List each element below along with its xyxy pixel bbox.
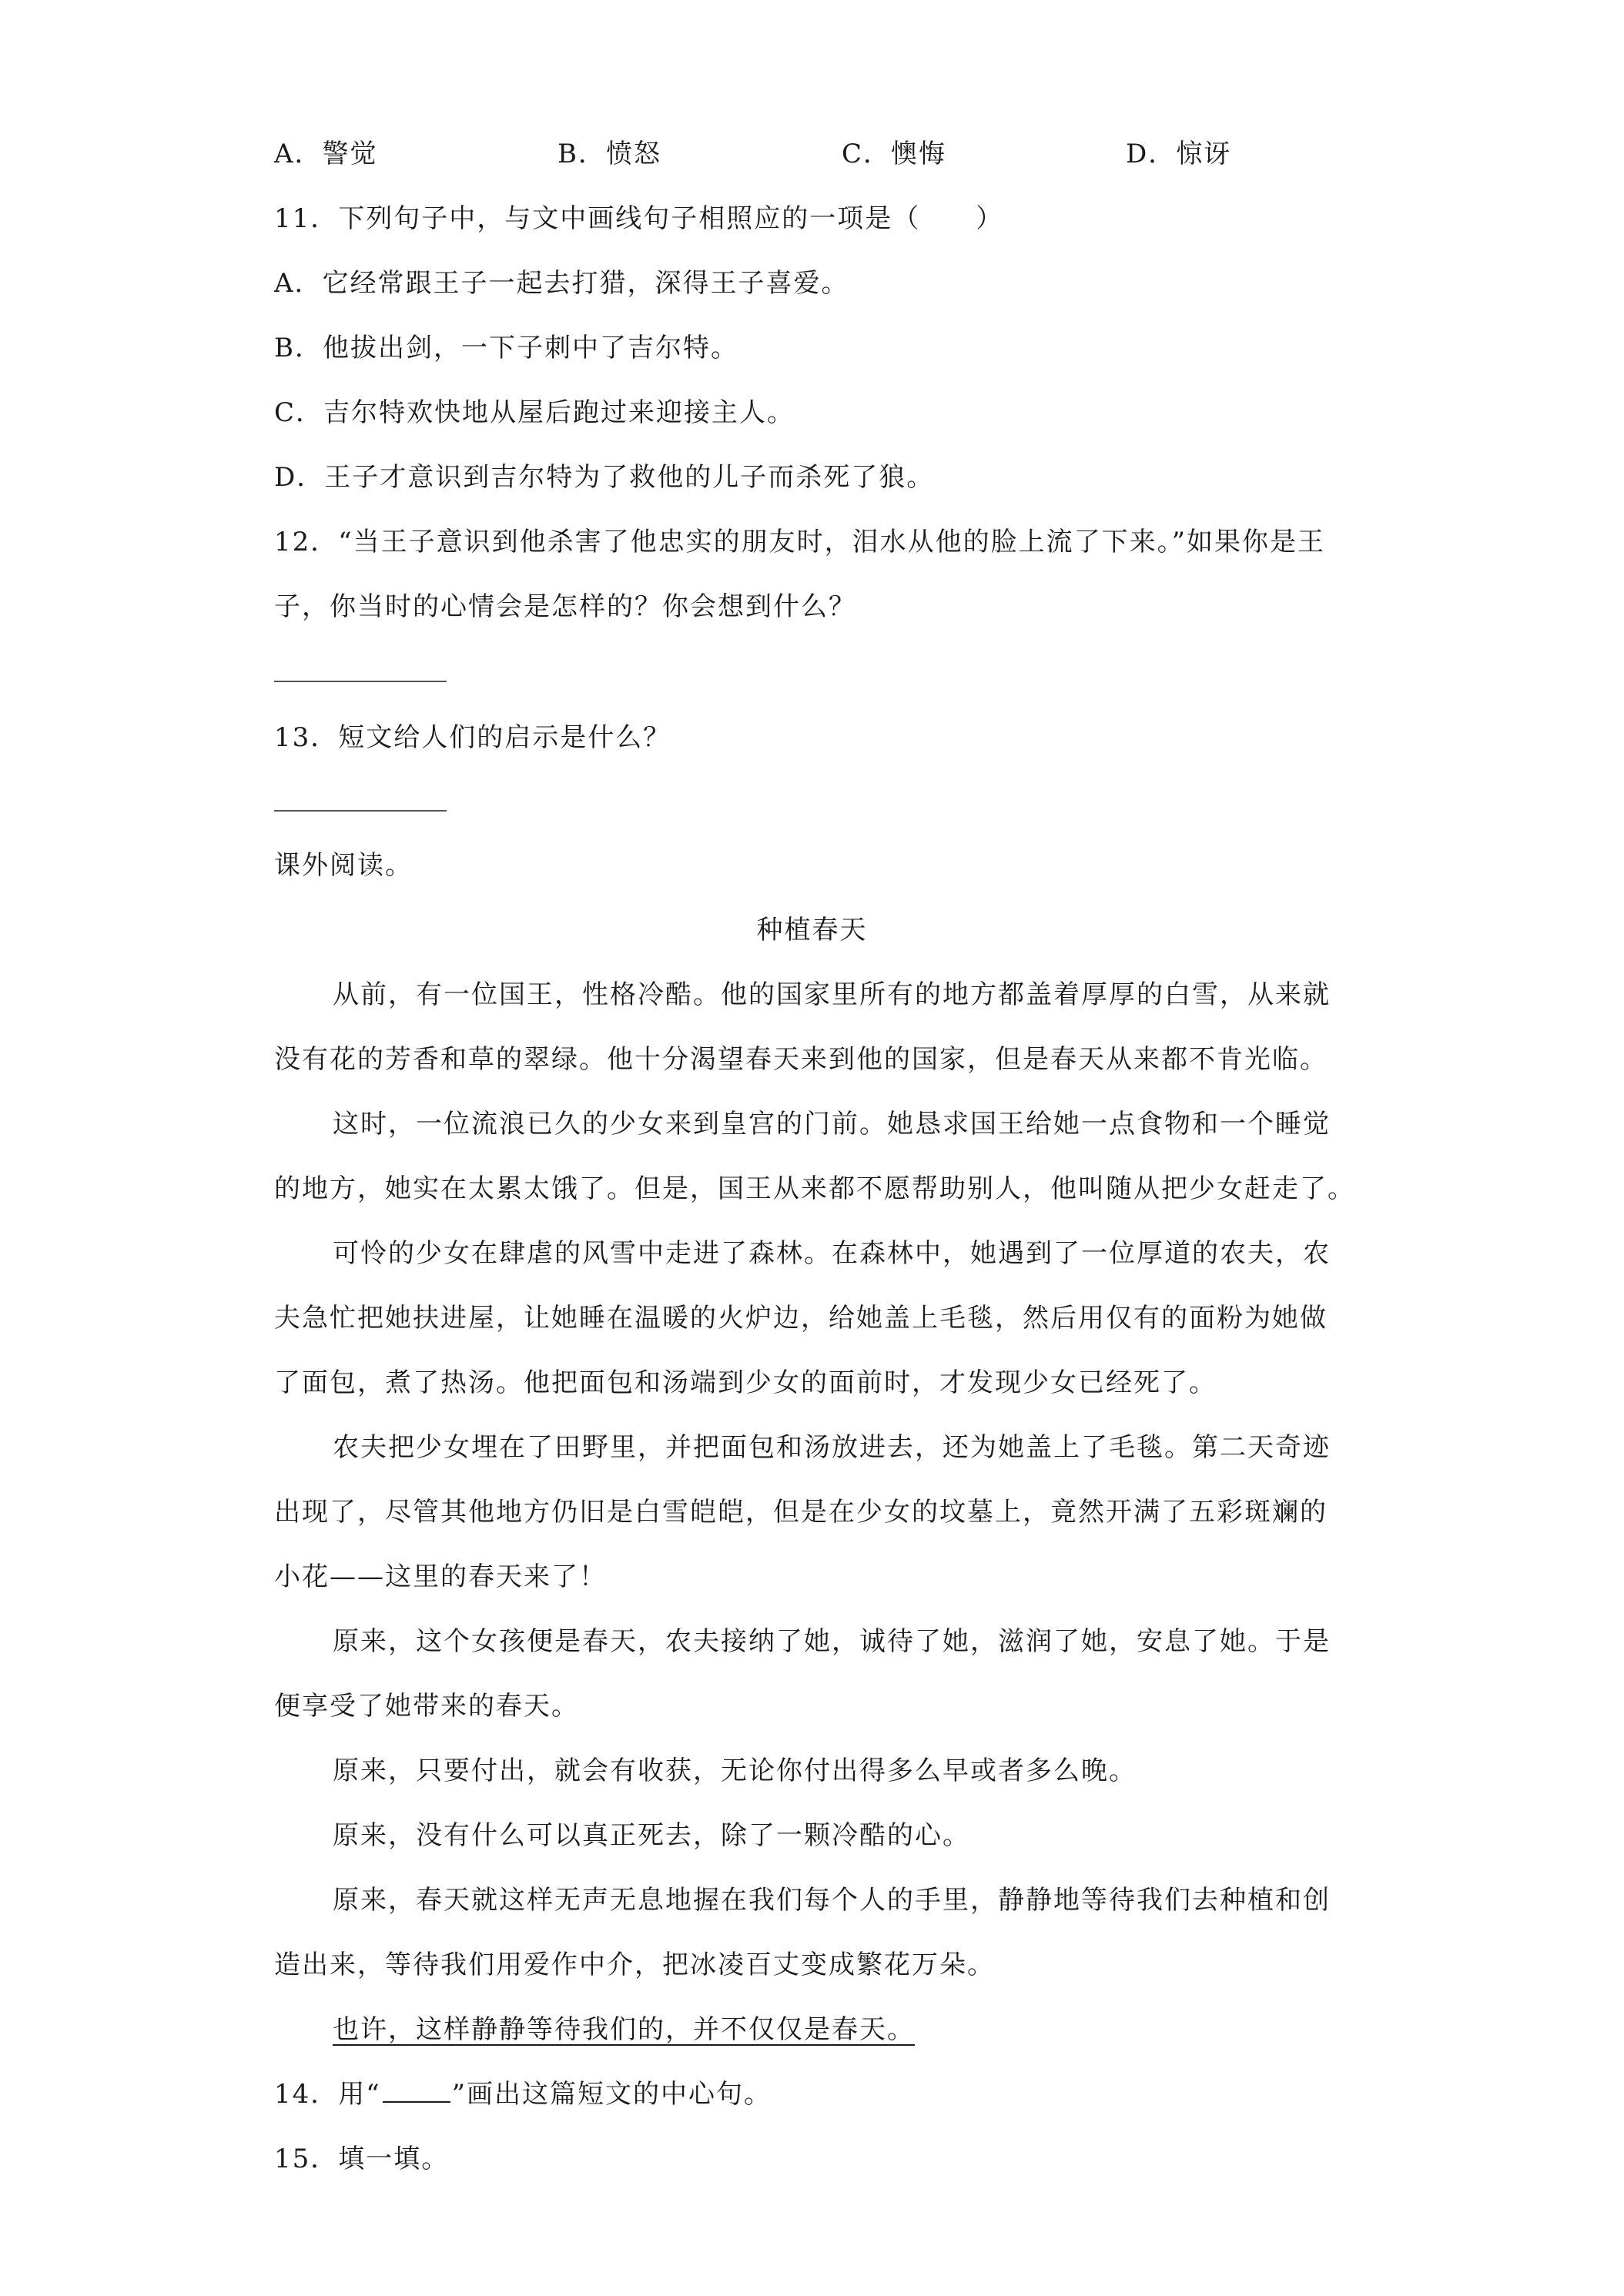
- q12-stem-line-2: 子，你当时的心情会是怎样的？你会想到什么？: [274, 591, 856, 622]
- q13-stem: 13．短文给人们的启示是什么？: [274, 722, 671, 753]
- q11-option-b: B．他拔出剑，一下子刺中了吉尔特。: [274, 333, 738, 363]
- q12-stem-line-1: 12．“当王子意识到他杀害了他忠实的朋友时，泪水从他的脸上流了下来。”如果你是王: [274, 527, 1326, 557]
- passage-p3-line-3: 了面包，煮了热汤。他把面包和汤端到少女的面前时，才发现少女已经死了。: [274, 1367, 1217, 1398]
- passage-p8-line-2: 造出来，等待我们用爱作中介，把冰凌百丈变成繁花万朵。: [274, 1950, 995, 1980]
- passage-p7: 原来，没有什么可以真正死去，除了一颗冷酷的心。: [333, 1820, 970, 1851]
- q12-answer-blank[interactable]: [274, 681, 447, 682]
- q10-option-d: D．惊讶: [1126, 139, 1232, 169]
- passage-p3-line-1: 可怜的少女在肆虐的风雪中走进了森林。在森林中，她遇到了一位厚道的农夫，农: [333, 1238, 1331, 1269]
- passage-p6: 原来，只要付出，就会有收获，无论你付出得多么早或者多么晚。: [333, 1755, 1137, 1786]
- q11-option-d: D．王子才意识到吉尔特为了救他的儿子而杀死了狼。: [274, 462, 935, 493]
- passage-p5-line-1: 原来，这个女孩便是春天，农夫接纳了她，诚待了她，滋润了她，安息了她。于是: [333, 1626, 1331, 1657]
- q11-option-a: A．它经常跟王子一起去打猎，深得王子喜爱。: [274, 268, 849, 299]
- passage-p3-line-2: 夫急忙把她扶进屋，让她睡在温暖的火炉边，给她盖上毛毯，然后用仅有的面粉为她做: [274, 1303, 1328, 1334]
- q10-option-c: C．懊悔: [842, 139, 947, 169]
- passage-p4-line-3: 小花——这里的春天来了！: [274, 1561, 607, 1592]
- underline-symbol: [383, 2083, 450, 2103]
- q10-option-a: A．警觉: [274, 139, 378, 169]
- passage-title: 种植春天: [756, 915, 868, 946]
- passage-p4-line-2: 出现了，尽管其他地方仍旧是白雪皑皑，但是在少女的坟墓上，竟然开满了五彩斑斓的: [274, 1497, 1328, 1528]
- section-label: 课外阅读。: [274, 850, 413, 881]
- passage-p8-line-1: 原来，春天就这样无声无息地握在我们每个人的手里，静静地等待我们去种植和创: [333, 1885, 1331, 1916]
- q11-option-c: C．吉尔特欢快地从屋后跑过来迎接主人。: [274, 397, 795, 428]
- passage-p2-line-2: 的地方，她实在太累太饿了。但是，国王从来都不愿帮助别人，他叫随从把少女赶走了。: [274, 1173, 1355, 1204]
- q13-answer-blank[interactable]: [274, 810, 447, 812]
- q15-stem: 15．填一填。: [274, 2144, 450, 2174]
- q14-stem-before: 14．用“: [274, 2079, 381, 2110]
- passage-p2-line-1: 这时，一位流浪已久的少女来到皇宫的门前。她恳求国王给她一点食物和一个睡觉: [333, 1109, 1331, 1140]
- q10-option-b: B．愤怒: [558, 139, 661, 169]
- passage-p4-line-1: 农夫把少女埋在了田野里，并把面包和汤放进去，还为她盖上了毛毯。第二天奇迹: [333, 1432, 1331, 1463]
- passage-p1-line-2: 没有花的芳香和草的翠绿。他十分渴望春天来到他的国家，但是春天从来都不肯光临。: [274, 1044, 1328, 1075]
- q14-stem: [274, 2077, 772, 2111]
- passage-p5-line-2: 便享受了她带来的春天。: [274, 1691, 579, 1722]
- q14-stem-after: ”画出这篇短文的中心句。: [451, 2079, 772, 2110]
- passage-p1-line-1: 从前，有一位国王，性格冷酷。他的国家里所有的地方都盖着厚厚的白雪，从来就: [333, 979, 1331, 1010]
- q11-stem: 11．下列句子中，与文中画线句子相照应的一项是（ ）: [274, 203, 1004, 234]
- passage-p9-underlined: 也许，这样静静等待我们的，并不仅仅是春天。: [333, 2014, 915, 2045]
